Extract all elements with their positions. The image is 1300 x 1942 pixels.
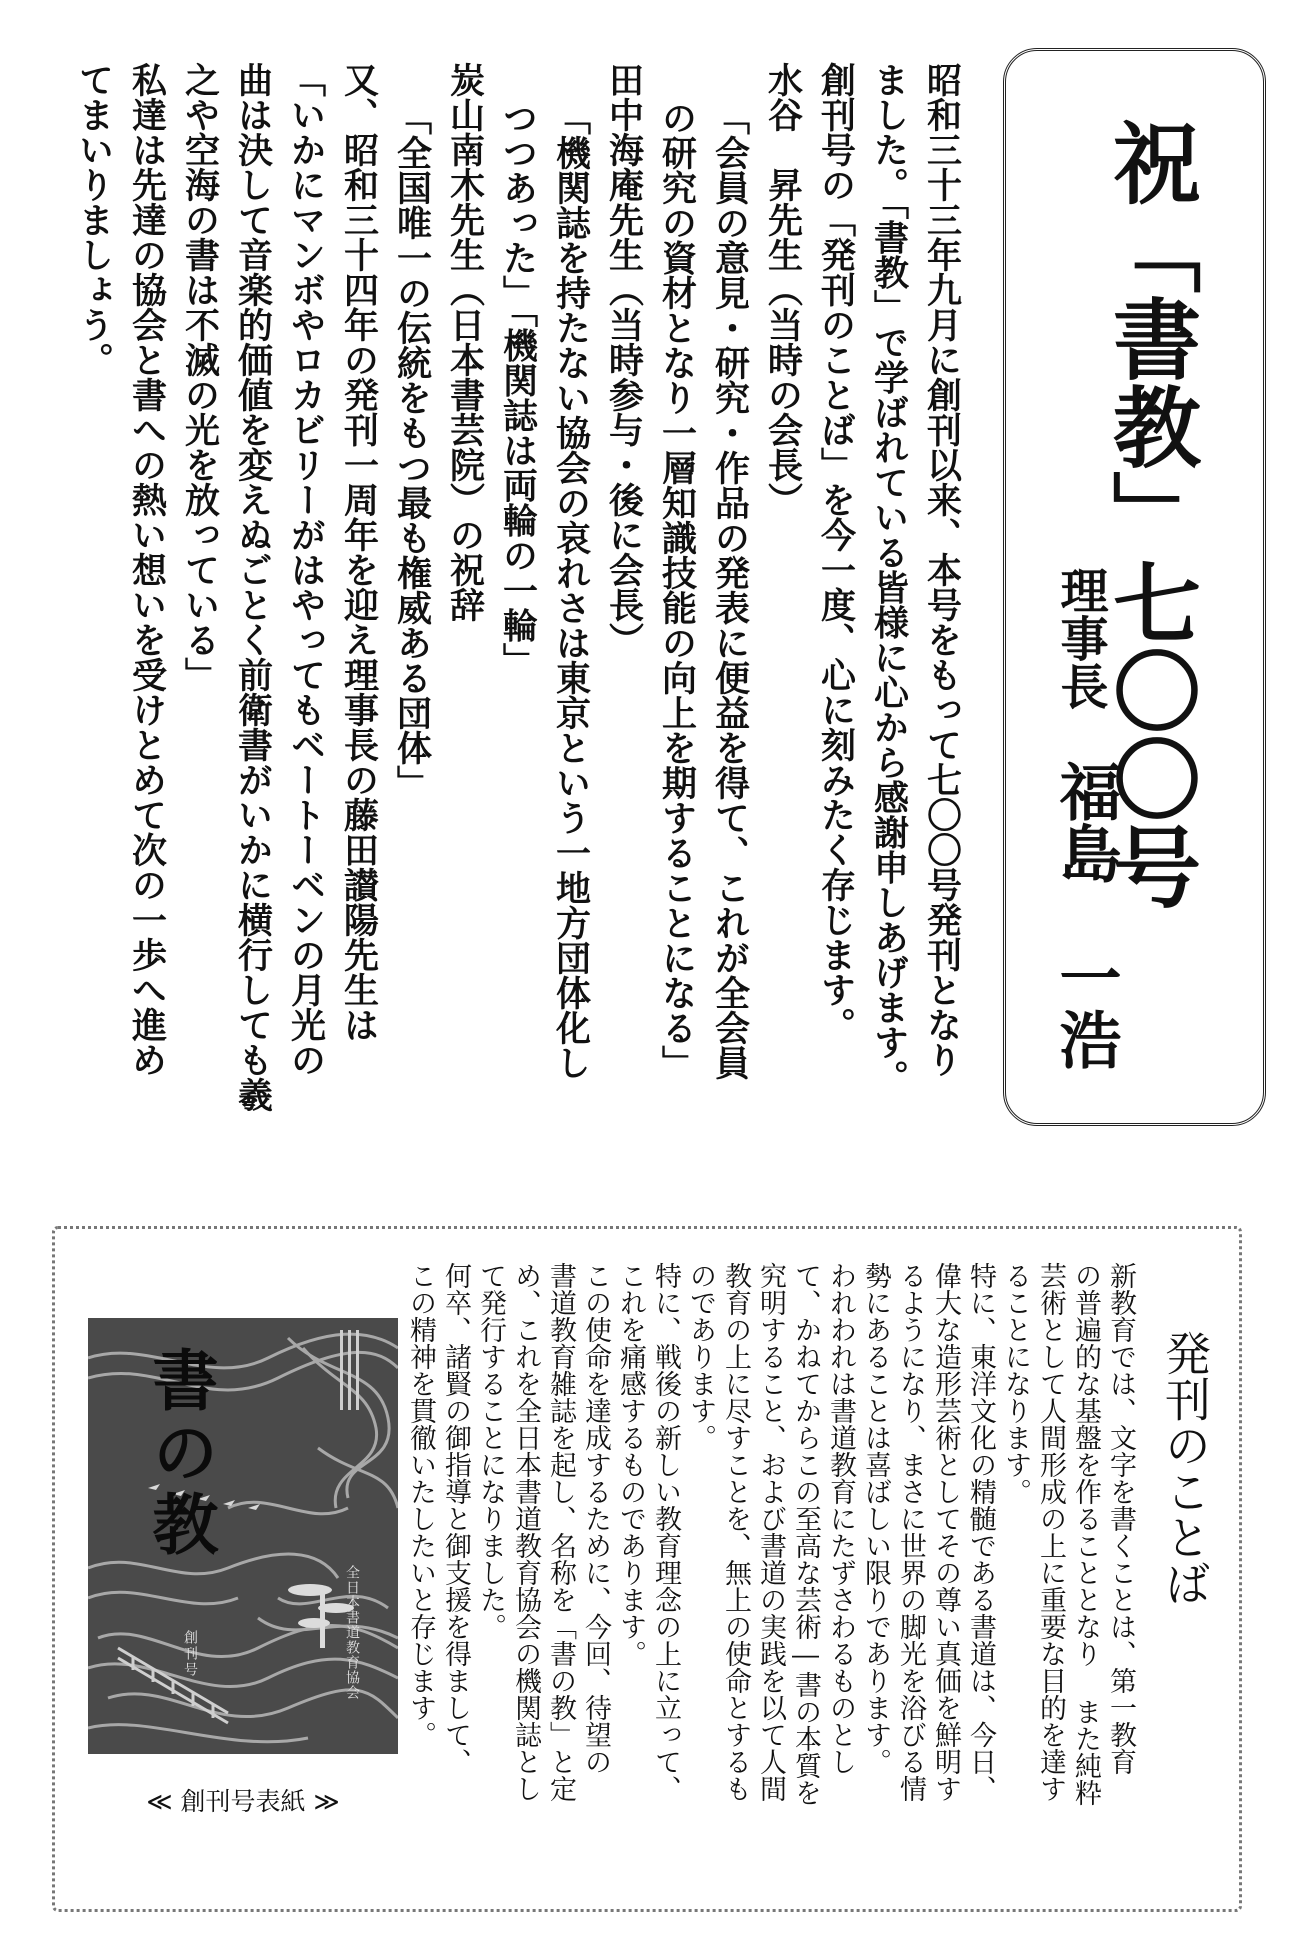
text-column: 私達は先達の協会と書への熱い想いを受けとめて次の一歩へ進め: [126, 62, 168, 1077]
text-column: るようになり、まさに世界の脚光を浴びる情: [895, 1262, 926, 1802]
author-name: 福島 一浩: [1049, 760, 1122, 1070]
cover-publisher: 全日本書道教育協会: [344, 1565, 360, 1700]
declaration-title: 発刊のことば: [1158, 1330, 1212, 1606]
text-column: 之や空海の書は不滅の光を放っている」: [179, 62, 221, 692]
text-column: 創刊号の「発刊のことば」を今一度、心に刻みたく存じます。: [815, 62, 857, 1042]
text-column: 勢にあることは喜ばしい限りであります。: [860, 1262, 891, 1775]
text-column: の普遍的な基盤を作ることとなり また純粋: [1070, 1262, 1101, 1806]
text-column: め、これを全日本書道教育協会の機関誌とし: [510, 1262, 541, 1802]
article-title: 祝「書教」七〇〇号: [1099, 118, 1203, 910]
text-column: 教育の上に尽すことを、無上の使命とするも: [720, 1262, 751, 1802]
text-column: 又、昭和三十四年の発刊一周年を迎え理事長の藤田讃陽先生は: [338, 62, 380, 1042]
text-column: 炭山南木先生（日本書芸院）の祝辞: [444, 62, 486, 622]
text-column: てまいりましょう。: [73, 62, 115, 377]
text-column: 特に、戦後の新しい教育理念の上に立って、: [650, 1262, 681, 1802]
text-column: の研究の資材となり一層知識技能の向上を期することになる」: [656, 100, 698, 1080]
text-column: この使命を達成するために、今回、待望の: [580, 1262, 611, 1775]
text-column: 究明すること、および書道の実践を以て人間: [755, 1262, 786, 1802]
text-column: 特に、東洋文化の精髄である書道は、今日、: [965, 1262, 996, 1802]
text-column: 昭和三十三年九月に創刊以来、本号をもって七〇〇号発刊となり: [921, 62, 963, 1077]
text-column: この精神を貫徹いたしたいと存じます。: [405, 1262, 436, 1748]
text-column: われわれは書道教育にたずさわるものとし: [825, 1262, 856, 1775]
text-column: ました。「書教」で学ばれている皆様に心から感謝申しあげます。: [868, 62, 910, 1095]
text-column: 書道教育雑誌を起し、名称を「書の教」と定: [545, 1262, 576, 1802]
text-column: 田中海庵先生（当時参与・後に会長）: [603, 62, 645, 657]
text-column: 新教育では、文字を書くことは、第一教育: [1105, 1262, 1136, 1775]
text-column: 「機関誌を持たない協会の哀れさは東京という一地方団体化し: [550, 100, 592, 1080]
text-column: 水谷 昇先生（当時の会長）: [762, 62, 804, 517]
cover-caption: ≪ 創刊号表紙 ≫: [146, 1787, 340, 1816]
text-column: 偉大な造形芸術としてその尊い真価を鮮明す: [930, 1262, 961, 1802]
text-column: て発行することになりました。: [475, 1262, 506, 1640]
text-column: 「いかにマンボやロカビリーがはやってもベートーベンの月光の: [285, 62, 327, 1077]
text-column: て、かねてからこの至高な芸術―書の本質を: [790, 1262, 821, 1806]
author-role: 理事長: [1052, 566, 1108, 710]
text-column: のであります。: [685, 1262, 716, 1451]
text-column: ることになります。: [1000, 1262, 1031, 1505]
text-column: 曲は決して音楽的価値を変えぬごとく前衛書がいかに横行しても羲: [232, 62, 274, 1112]
text-column: 芸術として人間形成の上に重要な目的を達す: [1035, 1262, 1066, 1802]
text-column: 「会員の意見・研究・作品の発表に便益を得て、これが全会員: [709, 100, 751, 1080]
text-column: 何卒、諸賢の御指導と御支援を得まして、: [440, 1262, 471, 1775]
cover-title: 書の教: [141, 1346, 219, 1562]
text-column: これを痛感するものであります。: [615, 1262, 646, 1667]
text-column: 「全国唯一の伝統をもつ最も権威ある団体」: [391, 100, 433, 800]
text-column: つつあった」「機関誌は両輪の一輪」: [497, 100, 539, 678]
cover-issue: 創刊号: [182, 1630, 198, 1678]
